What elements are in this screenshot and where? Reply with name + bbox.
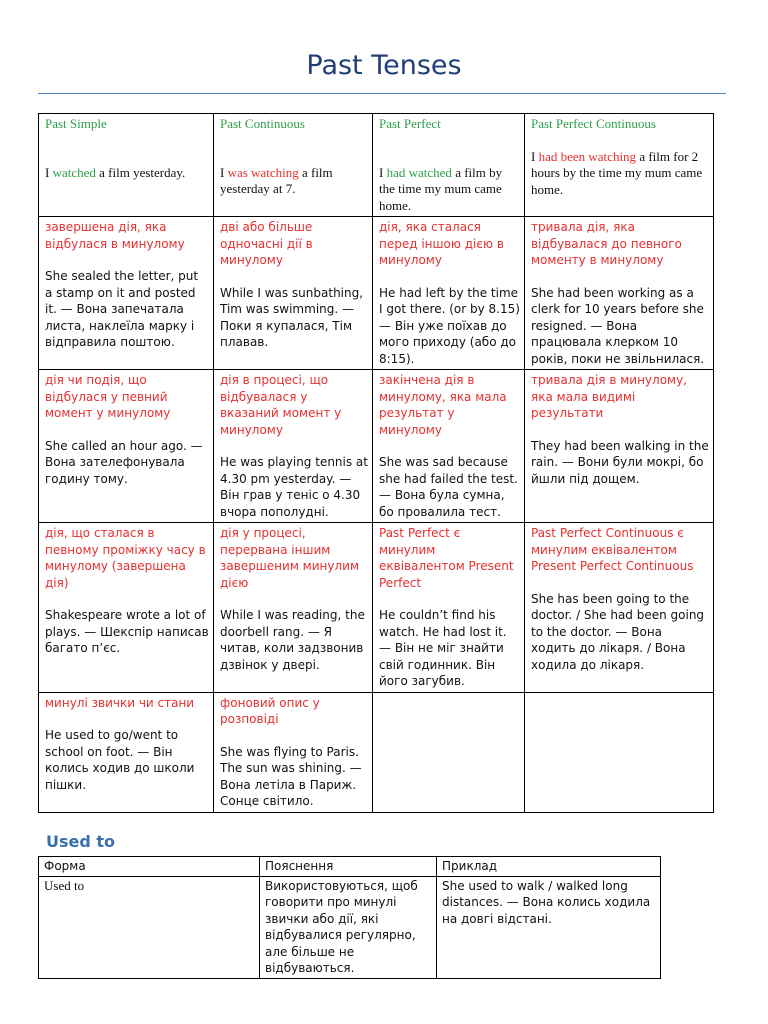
table-cell xyxy=(214,523,373,693)
table-cell xyxy=(373,217,525,370)
usage-label: минулі звички чи стани xyxy=(45,695,195,710)
table-header-cell: Пояснення xyxy=(260,857,437,877)
table-cell: Використовуються, щоб говорити про минулі звички або дії, які відбувалися регулярно, але більше не відбуваються. xyxy=(260,876,437,978)
used-to-heading: Used to xyxy=(46,832,116,851)
usage-example: Shakespeare wrote a lot of plays. — Шекспір написав багато п’єс. xyxy=(45,608,209,655)
table-cell xyxy=(39,523,214,693)
usage-example: He had left by the time I got there. (or by 8.15) — Він уже поїхав до мого приходу (або до 8:15). xyxy=(379,285,520,366)
usage-label: тривала дія, яка відбувалася до певного моменту в минулому xyxy=(531,220,682,267)
usage-example: They had been walking in the rain. — Вони були мокрі, бо йшли під дощем. xyxy=(531,438,709,486)
usage-label: дія чи подія, що відбулася у певний момент у минулому xyxy=(45,373,171,420)
example-text: I had watched a film by the time my mum came home. xyxy=(379,164,503,213)
usage-label: закінчена дія в минулому, яка мала результат у минулому xyxy=(379,373,507,437)
column-header: Past Continuous xyxy=(220,116,305,131)
table-cell xyxy=(373,114,525,217)
table-row xyxy=(39,370,714,523)
usage-example: He used to go/went to school on foot. — Він колись ходив до школи пішки. xyxy=(45,728,195,792)
table-row xyxy=(39,523,714,693)
usage-label: Past Perfect Continuous є минулим еквівалентом Present Perfect Continuous xyxy=(531,526,694,573)
column-header: Past Perfect xyxy=(379,116,441,131)
table-cell xyxy=(373,523,525,693)
usage-label: дія у процесі, перервана іншим завершеним минулим дією xyxy=(220,526,360,590)
table-header-cell: Приклад xyxy=(437,857,661,877)
table-cell xyxy=(214,217,373,370)
table-cell xyxy=(525,217,714,370)
table-cell: She used to walk / walked long distances. — Вона колись ходила на довгі відстані. xyxy=(437,876,661,978)
usage-example: While I was reading, the doorbell rang. — Я читав, коли задзвонив дзвінок у двері. xyxy=(220,608,365,672)
example-text: I was watching a film yesterday at 7. xyxy=(220,164,333,196)
table-cell xyxy=(373,692,525,812)
table-cell: Used to xyxy=(39,876,260,978)
usage-example: She sealed the letter, put a stamp on it and posted it. — Вона запечатала листа, наклеїла марку і відправила поштою. xyxy=(45,269,199,349)
page-title: Past Tenses xyxy=(306,50,462,81)
usage-example: She called an hour ago. — Вона зателефонувала годину тому. xyxy=(45,438,203,486)
usage-label: тривала дія в минулому, яка мала видимі результати xyxy=(531,373,687,420)
example-text: I had been watching a film for 2 hours by the time my mum came home. xyxy=(531,148,703,197)
table-row xyxy=(39,114,714,217)
table-header-cell: Форма xyxy=(39,857,260,877)
usage-label: дві або більше одночасні дії в минулому xyxy=(220,220,313,267)
usage-label: дія, що сталася в певному проміжку часу в минулому (завершена дія) xyxy=(45,526,206,590)
column-header: Past Perfect Continuous xyxy=(531,116,656,131)
usage-example: He couldn’t find his watch. He had lost it. — Він не міг знайти свій годинник. Він його загубив. xyxy=(379,608,507,688)
usage-example: She was sad because she had failed the test. — Вона була сумна, бо провалила тест. xyxy=(379,455,518,519)
usage-label: дія, яка сталася перед іншою дією в минулому xyxy=(379,220,504,267)
usage-label: Past Perfect є минулим еквівалентом Present Perfect xyxy=(379,526,514,590)
table-cell xyxy=(525,523,714,693)
table-row xyxy=(39,217,714,370)
table-cell xyxy=(525,114,714,217)
table-cell xyxy=(39,692,214,812)
table-cell xyxy=(525,692,714,812)
usage-label: дія в процесі, що відбувалася у вказаний момент у минулому xyxy=(220,373,342,437)
table-cell xyxy=(39,370,214,523)
table-cell xyxy=(214,114,373,217)
usage-example: She was flying to Paris. The sun was shining. — Вона летіла в Париж. Сонце світило. xyxy=(220,744,362,808)
usage-example: He was playing tennis at 4.30 pm yesterday. — Він грав у теніс о 4.30 вчора пополудні. xyxy=(220,455,368,519)
table-row xyxy=(39,876,661,978)
table-cell xyxy=(39,217,214,370)
table-row xyxy=(39,857,661,877)
example-text: I watched a film yesterday. xyxy=(45,164,186,180)
usage-example: She has been going to the doctor. / She had been going to the doctor. — Вона ходить до лікаря. / Вона ходила до лікаря. xyxy=(531,591,705,672)
usage-label: фоновий опис у розповіді xyxy=(220,695,320,726)
column-header: Past Simple xyxy=(45,116,107,131)
title-underline xyxy=(38,93,726,94)
table-row xyxy=(39,692,714,812)
table-cell xyxy=(214,692,373,812)
usage-label: завершена дія, яка відбулася в минулому xyxy=(45,220,185,251)
used-to-table xyxy=(38,856,661,979)
table-cell xyxy=(525,370,714,523)
usage-example: She had been working as a clerk for 10 years before she resigned. — Вона працювала клерком 10 років, поки не звільнилася. xyxy=(531,285,705,366)
past-tenses-table xyxy=(38,113,714,813)
table-cell xyxy=(214,370,373,523)
table-cell xyxy=(39,114,214,217)
usage-example: While I was sunbathing, Tim was swimming. — Поки я купалася, Тім плавав. xyxy=(220,285,364,349)
table-cell xyxy=(373,370,525,523)
